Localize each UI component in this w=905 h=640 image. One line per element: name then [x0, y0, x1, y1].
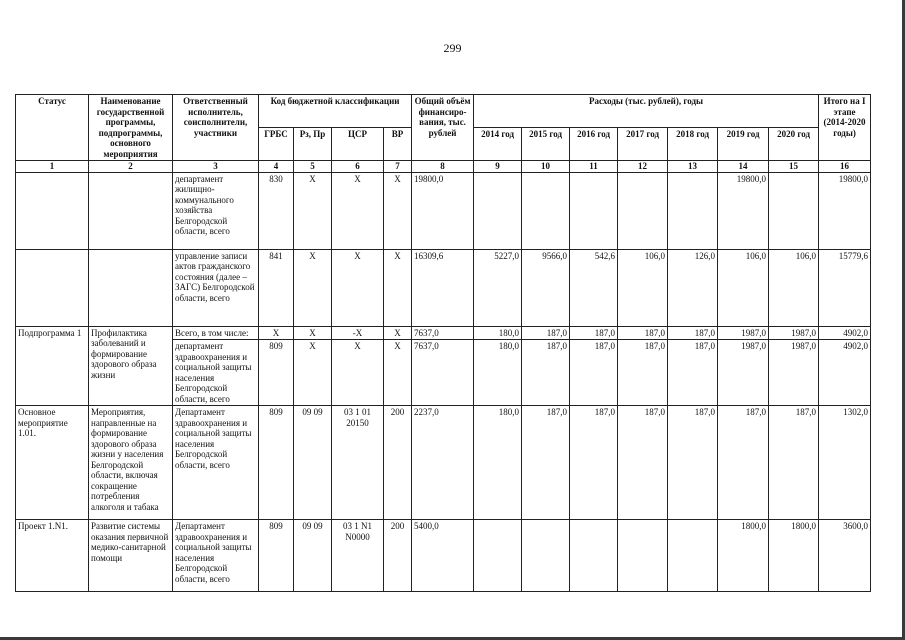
column-number: 8	[412, 161, 474, 173]
cell-2016: 187,0	[570, 340, 618, 406]
cell-total: 2237,0	[412, 406, 474, 520]
table-row	[16, 406, 871, 520]
cell-stage-total: 19800,0	[819, 172, 871, 249]
header-total-stage: Итого на I этапе (2014-2020 годы)	[819, 95, 871, 161]
cell-grbs: 809	[259, 406, 294, 520]
cell-responsible: департамент здравоохранения и социальной защиты населения Белгородской области, всего	[173, 340, 259, 406]
cell-2016	[570, 172, 618, 249]
column-number: 16	[819, 161, 871, 173]
header-responsible: Ответственный исполнитель, соисполнители, участники	[173, 95, 259, 161]
cell-csr: 03 1 N1 N0000	[332, 520, 384, 592]
column-number: 10	[522, 161, 570, 173]
cell-2019: 1987,0	[718, 326, 769, 340]
cell-total: 16309,6	[412, 249, 474, 326]
cell-2015: 9566,0	[522, 249, 570, 326]
cell-status: Проект 1.N1.	[16, 520, 89, 592]
cell-2015: 187,0	[522, 340, 570, 406]
cell-stage-total: 1302,0	[819, 406, 871, 520]
header-status: Статус	[16, 95, 89, 161]
cell-2017	[618, 520, 668, 592]
cell-2017: 106,0	[618, 249, 668, 326]
cell-csr: Х	[332, 249, 384, 326]
column-number: 13	[668, 161, 718, 173]
header-year-2015: 2015 год	[522, 128, 570, 161]
cell-2016: 187,0	[570, 326, 618, 340]
column-number: 3	[173, 161, 259, 173]
header-row-1	[16, 95, 871, 128]
header-year-2018: 2018 год	[668, 128, 718, 161]
cell-total: 19800,0	[412, 172, 474, 249]
cell-2014: 180,0	[474, 406, 522, 520]
header-budget-code: Код бюджетной классификации	[259, 95, 412, 128]
cell-2014	[474, 172, 522, 249]
cell-responsible: Всего, в том числе:	[173, 326, 259, 340]
column-number: 6	[332, 161, 384, 173]
header-name: Наименование государственной программы, подпрограммы, основного мероприятия	[89, 95, 173, 161]
cell-grbs: 830	[259, 172, 294, 249]
table-row	[16, 249, 871, 326]
cell-responsible: Департамент здравоохранения и социальной защиты населения Белгородской области, всего	[173, 520, 259, 592]
cell-2020: 1987,0	[769, 326, 819, 340]
cell-total: 7637,0	[412, 326, 474, 340]
cell-vr: Х	[384, 340, 412, 406]
table-row	[16, 326, 871, 340]
cell-rz-pr: Х	[294, 326, 332, 340]
cell-2016: 542,6	[570, 249, 618, 326]
cell-2018: 187,0	[668, 406, 718, 520]
cell-2018: 126,0	[668, 249, 718, 326]
header-grbs: ГРБС	[259, 128, 294, 161]
cell-rz-pr: Х	[294, 172, 332, 249]
cell-2015: 187,0	[522, 406, 570, 520]
cell-2018: 187,0	[668, 326, 718, 340]
cell-status: Подпрограмма 1	[16, 326, 89, 406]
header-year-2014: 2014 год	[474, 128, 522, 161]
cell-grbs: 809	[259, 340, 294, 406]
cell-2020: 1987,0	[769, 340, 819, 406]
header-year-2020: 2020 год	[769, 128, 819, 161]
cell-2015	[522, 520, 570, 592]
cell-status	[16, 172, 89, 249]
table-row	[16, 520, 871, 592]
cell-vr: Х	[384, 326, 412, 340]
header-year-2019: 2019 год	[718, 128, 769, 161]
header-year-2017: 2017 год	[618, 128, 668, 161]
cell-grbs: 841	[259, 249, 294, 326]
cell-grbs: Х	[259, 326, 294, 340]
header-vr: ВР	[384, 128, 412, 161]
cell-vr: Х	[384, 249, 412, 326]
cell-2014: 180,0	[474, 340, 522, 406]
cell-responsible: департамент жилищно-коммунального хозяйства Белгородской области, всего	[173, 172, 259, 249]
cell-csr: 03 1 01 20150	[332, 406, 384, 520]
cell-rz-pr: Х	[294, 340, 332, 406]
cell-responsible: Департамент здравоохранения и социальной защиты населения Белгородской области, всего	[173, 406, 259, 520]
cell-name: Развитие системы оказания первичной медико-санитарной помощи	[89, 520, 173, 592]
cell-stage-total: 3600,0	[819, 520, 871, 592]
cell-name	[89, 172, 173, 249]
cell-2020: 106,0	[769, 249, 819, 326]
column-number: 4	[259, 161, 294, 173]
cell-csr: -Х	[332, 326, 384, 340]
page-number: 299	[443, 41, 462, 55]
cell-2015: 187,0	[522, 326, 570, 340]
cell-rz-pr: Х	[294, 249, 332, 326]
column-number: 12	[618, 161, 668, 173]
cell-grbs: 809	[259, 520, 294, 592]
column-number: 11	[570, 161, 618, 173]
cell-name	[89, 249, 173, 326]
column-number: 2	[89, 161, 173, 173]
cell-2017: 187,0	[618, 326, 668, 340]
cell-2019: 187,0	[718, 406, 769, 520]
column-number: 9	[474, 161, 522, 173]
cell-rz-pr: 09 09	[294, 406, 332, 520]
cell-csr: Х	[332, 172, 384, 249]
table-row	[16, 172, 871, 249]
budget-table	[15, 94, 871, 592]
cell-stage-total: 15779,6	[819, 249, 871, 326]
cell-2019: 19800,0	[718, 172, 769, 249]
column-number: 5	[294, 161, 332, 173]
column-number: 1	[16, 161, 89, 173]
cell-2018	[668, 520, 718, 592]
cell-rz-pr: 09 09	[294, 520, 332, 592]
column-number: 14	[718, 161, 769, 173]
cell-status	[16, 249, 89, 326]
column-number-row	[16, 161, 871, 173]
cell-name: Мероприятия, направленные на формирование здорового образа жизни у населения Белгородской области, включая сокращение потребления алкоголя и табака	[89, 406, 173, 520]
cell-2019: 106,0	[718, 249, 769, 326]
header-expenses: Расходы (тыс. рублей), годы	[474, 95, 819, 128]
cell-2015	[522, 172, 570, 249]
cell-2016	[570, 520, 618, 592]
cell-vr: 200	[384, 406, 412, 520]
cell-responsible: управление записи актов гражданского состояния (далее – ЗАГС) Белгородской области, всего	[173, 249, 259, 326]
header-year-2016: 2016 год	[570, 128, 618, 161]
cell-2014: 5227,0	[474, 249, 522, 326]
cell-2017	[618, 172, 668, 249]
cell-stage-total: 4902,0	[819, 326, 871, 340]
cell-2019: 1987,0	[718, 340, 769, 406]
cell-status: Основное мероприятие 1.01.	[16, 406, 89, 520]
cell-2020: 1800,0	[769, 520, 819, 592]
cell-2020: 187,0	[769, 406, 819, 520]
cell-2017: 187,0	[618, 340, 668, 406]
column-number: 7	[384, 161, 412, 173]
cell-vr: 200	[384, 520, 412, 592]
cell-stage-total: 4902,0	[819, 340, 871, 406]
cell-name: Профилактика заболеваний и формирование здорового образа жизни	[89, 326, 173, 406]
cell-2018	[668, 172, 718, 249]
cell-total: 7637,0	[412, 340, 474, 406]
cell-csr: Х	[332, 340, 384, 406]
cell-total: 5400,0	[412, 520, 474, 592]
cell-2020	[769, 172, 819, 249]
header-rz-pr: Рз, Пр	[294, 128, 332, 161]
cell-2014	[474, 520, 522, 592]
column-number: 15	[769, 161, 819, 173]
cell-2014: 180,0	[474, 326, 522, 340]
cell-2018: 187,0	[668, 340, 718, 406]
header-csr: ЦСР	[332, 128, 384, 161]
header-total-volume: Общий объём финансиро-вания, тыс. рублей	[412, 95, 474, 161]
cell-2017: 187,0	[618, 406, 668, 520]
cell-vr: Х	[384, 172, 412, 249]
cell-2019: 1800,0	[718, 520, 769, 592]
cell-2016: 187,0	[570, 406, 618, 520]
